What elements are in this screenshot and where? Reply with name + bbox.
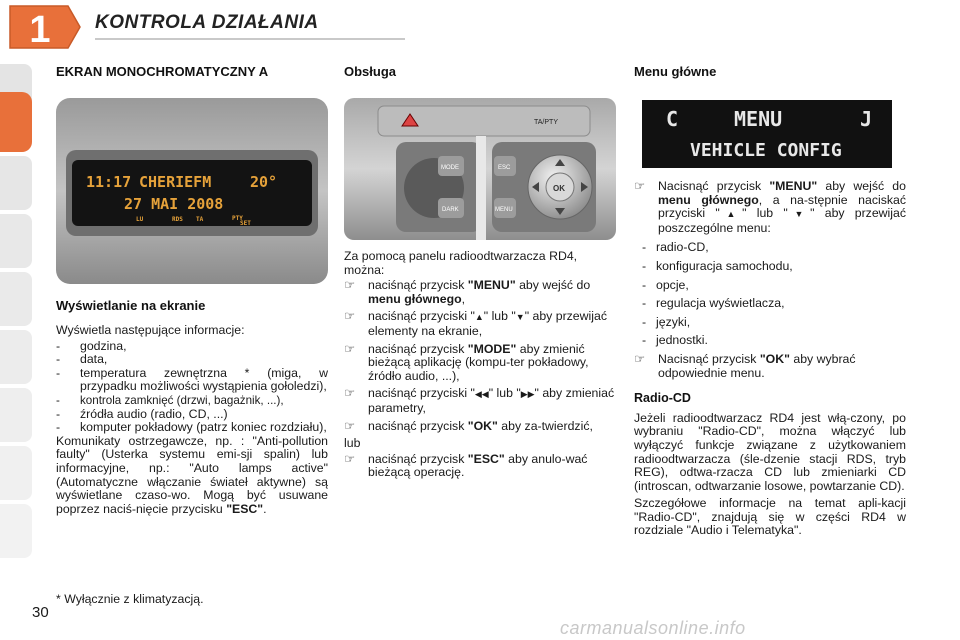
control-panel-photo	[344, 98, 616, 240]
footnote: * Wyłącznie z klimatyzacją.	[56, 592, 204, 606]
display-label-pty: PTY	[232, 215, 243, 222]
submenu-item: - konfiguracja samochodu,	[642, 258, 793, 273]
display-label-rds: RDS	[172, 216, 183, 223]
submenu-item: - radio-CD,	[642, 240, 709, 255]
monochrome-display-photo	[56, 98, 328, 284]
side-tab-3[interactable]	[0, 156, 32, 210]
side-tab-active[interactable]	[0, 92, 32, 152]
display-temperature: 20°	[250, 173, 278, 191]
chapter-badge	[6, 4, 82, 50]
display-info-intro: Wyświetla następujące informacje:	[56, 323, 245, 337]
list-item: - data,	[56, 352, 108, 367]
display-label-ta: TA	[196, 216, 204, 223]
list-item: - godzina,	[56, 338, 127, 353]
main-menu-text	[634, 180, 906, 540]
operation-text	[344, 250, 616, 480]
or-text: lub	[344, 436, 361, 451]
chapter-number: 1	[29, 9, 51, 50]
page-number: 30	[32, 604, 49, 621]
display-time: 11:17	[86, 173, 132, 191]
side-tab-5[interactable]	[0, 272, 32, 326]
operation-intro: Za pomocą panelu radioodtwarzacza RD4, można:	[344, 249, 578, 277]
list-item: ☞ naciśnąć przycisk "ESC" aby anulo-wać bieżącą operację.	[344, 451, 588, 480]
section-heading-operation: Obsługa	[344, 64, 397, 79]
display-label-lu: LU	[136, 216, 144, 223]
header-rule	[95, 38, 405, 40]
submenu-item: - regulacja wyświetlacza,	[642, 296, 785, 311]
list-item: ☞ naciśnąć przycisk "OK" aby za-twierdzić,	[344, 418, 593, 433]
radio-cd-paragraph-2: Szczegółowe informacje na temat apli-kacji "Radio-CD", znajdują się w części RD4 w rozdziale "Audio i Telematyka".	[634, 496, 906, 538]
submenu-item: - jednostki.	[642, 333, 708, 348]
subheading-display-info: Wyświetlanie na ekranie	[56, 298, 206, 313]
list-item: ☞ Nacisnąć przycisk "MENU" aby wejść do menu głównego, a na-stępnie naciskać przyciski "▲" lub "▼" aby przewijać poszczególne menu:	[634, 179, 906, 235]
display-station: CHERIEFM	[139, 173, 212, 191]
side-tab-6[interactable]	[0, 330, 32, 384]
list-item: - temperatura zewnętrzna * (miga, w przypadku możliwości wystąpienia gołoledzi),	[56, 365, 328, 394]
section-heading-main-menu: Menu główne	[634, 64, 717, 79]
list-item: ☞ naciśnąć przyciski "◀◀" lub "▶▶" aby zmieniać parametry,	[344, 386, 615, 415]
submenu-item: - języki,	[642, 314, 691, 329]
list-item: - kontrola zamknięć (drzwi, bagażnik, ...),	[56, 393, 284, 407]
panel-label-ok: OK	[553, 184, 565, 193]
list-item: - źródła audio (radio, CD, ...)	[56, 406, 228, 421]
section-heading-display: EKRAN MONOCHROMATYCZNY A	[56, 64, 269, 79]
side-tab-9[interactable]	[0, 504, 32, 558]
side-tab-4[interactable]	[0, 214, 32, 268]
list-item: - komputer pokładowy (patrz koniec rozdziału),	[56, 420, 327, 435]
radio-cd-paragraph-1: Jeżeli radioodtwarzacz RD4 jest włą-czony, po wybraniu "Radio-CD", można włączyć lub wyłączyć funkcje związane z użytkowaniem radioodtwarzacza (śle-dzenie stacji RDS, tryb REG), odtwa-rzacza CD lub zmieniarki CD (introscan, odtwarzanie losowe, powtarzanie CD).	[634, 410, 906, 493]
panel-label-dark: DARK	[442, 207, 459, 213]
side-tab-8[interactable]	[0, 446, 32, 500]
warning-paragraph: Komunikaty ostrzegawcze, np. : "Anti-pollution faulty" (Usterka systemu emi-sji spalin) lub informacyjne, np.: "Auto lamps active" (Automatyczne włączanie świateł aktywne) są wyświetlane czaso-wo. Mogą być usuwane poprzez naciś-nięcie przycisku "ESC".	[56, 433, 328, 516]
submenu-item: - opcje,	[642, 277, 689, 292]
menu-display-left-bracket: C	[666, 107, 679, 131]
display-label-set: SET	[240, 220, 251, 227]
menu-display-photo	[642, 100, 892, 168]
menu-display-item: VEHICLE CONFIG	[690, 140, 842, 161]
watermark: carmanualsonline.info	[560, 618, 746, 638]
menu-display-right-bracket: J	[860, 107, 873, 131]
display-info-text	[56, 324, 328, 518]
list-item: ☞ Nacisnąć przycisk "OK" aby wybrać odpowiednie menu.	[634, 351, 856, 380]
list-item: ☞ naciśnąć przyciski "▲" lub "▼" aby przewijać elementy na ekranie,	[344, 309, 607, 338]
page-title: KONTROLA DZIAŁANIA	[95, 12, 319, 33]
submenu-list	[634, 241, 906, 348]
menu-display-title: MENU	[734, 107, 783, 131]
list-item: ☞ naciśnąć przycisk "MODE" aby zmienić bieżącą aplikację (kompu-ter pokładowy, źródło audio, ...),	[344, 341, 589, 383]
panel-label-ta-pty: TA/PTY	[534, 119, 558, 126]
side-tab-7[interactable]	[0, 388, 32, 442]
list-item: ☞ naciśnąć przycisk "MENU" aby wejść do menu głównego,	[344, 278, 591, 306]
panel-label-esc: ESC	[498, 165, 511, 171]
panel-label-mode: MODE	[441, 165, 459, 171]
display-date: 27 MAI 2008	[124, 195, 224, 213]
radio-cd-heading: Radio-CD	[634, 391, 691, 406]
panel-label-menu: MENU	[495, 207, 513, 213]
esc-keyword: "ESC"	[226, 501, 264, 516]
